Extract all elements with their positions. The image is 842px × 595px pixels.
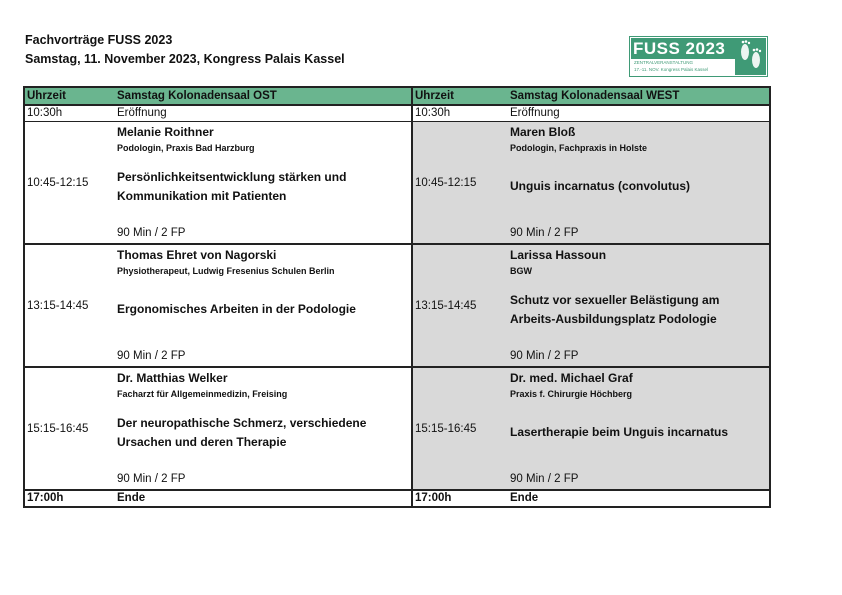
speaker-affiliation: Podologin, Praxis Bad Harzburg: [117, 143, 255, 153]
speaker-name: Melanie Roithner: [117, 125, 214, 139]
speaker-affiliation: BGW: [510, 266, 532, 276]
fuss-logo: [629, 36, 768, 77]
session-cell-west: [508, 244, 770, 367]
document-subtitle: Samstag, 11. November 2023, Kongress Palais Kassel: [25, 52, 345, 66]
talk-duration: 90 Min / 2 FP: [510, 350, 579, 362]
session-time-west: 15:15-16:45: [412, 367, 508, 490]
header-room-west: Samstag Kolonadensaal WEST: [508, 87, 770, 105]
talk-duration: 90 Min / 2 FP: [510, 227, 579, 239]
session-cell-ost: [115, 244, 412, 367]
table-row: [24, 244, 770, 367]
talk-duration: 90 Min / 2 FP: [117, 227, 186, 239]
schedule-table: [23, 86, 771, 508]
feet-icon: [735, 38, 766, 75]
logo-subline-2: 17.-11. NOV. Kongress Palais Kassel: [634, 67, 709, 72]
header-time-ost: Uhrzeit: [24, 87, 115, 105]
session-time-ost: 15:15-16:45: [24, 367, 115, 490]
speaker-name: Thomas Ehret von Nagorski: [117, 248, 277, 262]
table-row: [24, 367, 770, 490]
table-row: [24, 122, 770, 245]
speaker-affiliation: Praxis f. Chirurgie Höchberg: [510, 389, 633, 399]
header-time-west: Uhrzeit: [412, 87, 508, 105]
speaker-name: Larissa Hassoun: [510, 248, 607, 262]
logo-text: FUSS 2023: [631, 38, 735, 59]
opening-label-ost: Eröffnung: [115, 105, 412, 122]
closing-row: [24, 490, 770, 507]
speaker-affiliation: Physiotherapeut, Ludwig Fresenius Schulen Berlin: [117, 266, 335, 276]
session-cell-west: [508, 122, 770, 245]
session-time-west: 10:45-12:15: [412, 122, 508, 245]
talk-title: Ergonomisches Arbeiten in der Podologie: [117, 302, 356, 316]
document-title: Fachvorträge FUSS 2023: [25, 33, 173, 47]
session-time-ost: 13:15-14:45: [24, 244, 115, 367]
session-cell-ost: [115, 122, 412, 245]
talk-title: Persönlichkeitsentwicklung stärken und Kommunikation mit Patienten: [117, 170, 347, 203]
session-time-ost: 10:45-12:15: [24, 122, 115, 245]
closing-time-west: 17:00h: [412, 490, 508, 507]
logo-subline-1: ZENTRALVERANSTALTUNG: [634, 60, 694, 65]
speaker-affiliation: Podologin, Fachpraxis in Holste: [510, 143, 648, 153]
speaker-name: Dr. Matthias Welker: [117, 371, 228, 385]
talk-duration: 90 Min / 2 FP: [117, 350, 186, 362]
talk-duration: 90 Min / 2 FP: [117, 473, 186, 485]
header-room-ost: Samstag Kolonadensaal OST: [115, 87, 412, 105]
table-header-row: [24, 87, 770, 105]
speaker-name: Dr. med. Michael Graf: [510, 371, 633, 385]
talk-title: Schutz vor sexueller Belästigung am Arbeits-Ausbildungsplatz Podologie: [510, 293, 720, 326]
opening-time-west: 10:30h: [412, 105, 508, 122]
opening-label-west: Eröffnung: [508, 105, 770, 122]
closing-time-ost: 17:00h: [24, 490, 115, 507]
opening-row: [24, 105, 770, 122]
talk-title: Lasertherapie beim Unguis incarnatus: [510, 425, 729, 439]
speaker-affiliation: Facharzt für Allgemeinmedizin, Freising: [117, 389, 288, 399]
talk-title: Unguis incarnatus (convolutus): [510, 179, 691, 193]
document-header: [25, 31, 345, 69]
talk-duration: 90 Min / 2 FP: [510, 473, 579, 485]
opening-time-ost: 10:30h: [24, 105, 115, 122]
closing-label-west: Ende: [508, 490, 770, 507]
talk-title: Der neuropathische Schmerz, verschiedene Ursachen und deren Therapie: [117, 416, 367, 449]
session-cell-ost: [115, 367, 412, 490]
closing-label-ost: Ende: [115, 490, 412, 507]
speaker-name: Maren Bloß: [510, 125, 576, 139]
session-cell-west: [508, 367, 770, 490]
session-time-west: 13:15-14:45: [412, 244, 508, 367]
